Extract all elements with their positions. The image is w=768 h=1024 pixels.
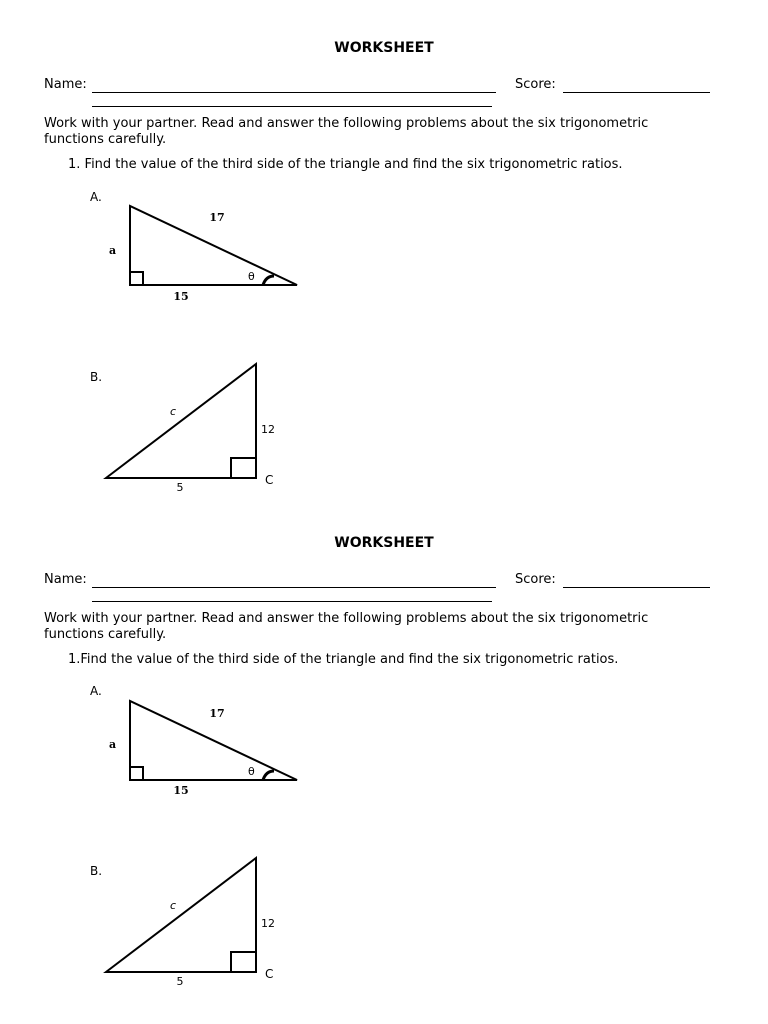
- triangle-b-label: B.: [90, 370, 103, 384]
- triangle-a-base-label: 15: [173, 784, 189, 797]
- triangle-figures: [0, 0, 768, 495]
- triangle-a-label: A.: [90, 684, 102, 698]
- triangle-a-angle-label: θ: [248, 765, 255, 778]
- name-label: Name:: [44, 77, 87, 92]
- triangle-b-right-angle: [231, 458, 256, 478]
- triangle-b-base-label: 5: [176, 975, 184, 988]
- worksheet-title: WORKSHEET: [334, 40, 434, 56]
- worksheet-2: [0, 495, 768, 990]
- problem-statement: 1. Find the value of the third side of the triangle and find the six trigonometric ratios.: [68, 157, 623, 172]
- triangle-b-side-label: 12: [261, 917, 275, 930]
- triangle-a-hypotenuse-label: 17: [209, 707, 225, 720]
- name-label: Name:: [44, 572, 87, 587]
- problem-statement: 1.Find the value of the third side of the triangle and find the six trigonometric ratios.: [68, 652, 619, 667]
- triangle-b-vertex-label: C: [265, 473, 274, 487]
- triangle-a-base-label: 15: [173, 290, 189, 303]
- triangle-a-angle-arc: [263, 771, 274, 780]
- triangle-a-angle-label: θ: [248, 270, 255, 283]
- worksheet-title: WORKSHEET: [334, 535, 434, 551]
- triangle-b-hypotenuse-label: c: [170, 899, 177, 912]
- triangle-b-right-angle: [231, 952, 256, 972]
- triangle-a-angle-arc: [263, 276, 274, 285]
- triangle-a-right-angle: [130, 272, 143, 285]
- triangle-a-side-label: a: [109, 244, 117, 257]
- worksheet-1: [0, 0, 768, 495]
- triangle-b: [106, 858, 256, 972]
- triangle-a-side-label: a: [109, 738, 117, 751]
- triangle-figures: [0, 495, 768, 990]
- triangle-a-hypotenuse-label: 17: [209, 211, 225, 224]
- triangle-b-vertex-label: C: [265, 967, 274, 981]
- triangle-b: [106, 364, 256, 478]
- triangle-a-label: A.: [90, 190, 102, 204]
- triangle-b-hypotenuse-label: c: [170, 405, 177, 418]
- triangle-b-base-label: 5: [176, 481, 184, 494]
- score-label: Score:: [515, 77, 556, 92]
- instructions: Work with your partner. Read and answer the following problems about the six trigonometric functions carefully.: [44, 116, 649, 147]
- instructions: Work with your partner. Read and answer the following problems about the six trigonometric functions carefully.: [44, 611, 649, 642]
- triangle-b-side-label: 12: [261, 423, 275, 436]
- score-label: Score:: [515, 572, 556, 587]
- triangle-a-right-angle: [130, 767, 143, 780]
- triangle-b-label: B.: [90, 864, 103, 878]
